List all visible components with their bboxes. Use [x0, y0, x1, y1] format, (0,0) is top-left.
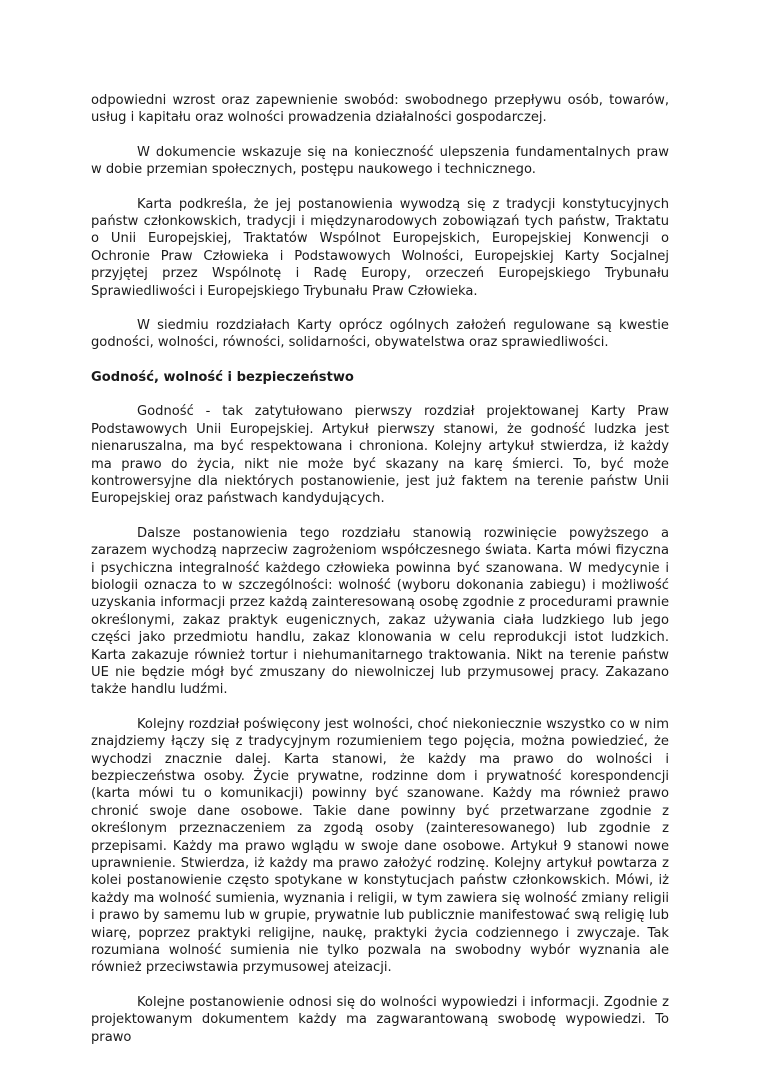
section-heading: Godność, wolność i bezpieczeństwo	[91, 369, 354, 385]
paragraph-expression: Kolejne postanowienie odnosi się do wolności wypowiedzi i informacji. Zgodnie z projektowanym dokumentem każdy ma zagwarantowaną swobodę wypowiedzi. To prawo	[91, 994, 669, 1045]
paragraph-dignity: Godność - tak zatytułowano pierwszy rozdział projektowanej Karty Praw Podstawowych Unii Europejskiej. Artykuł pierwszy stanowi, że godność ludzka jest nienaruszalna, ma być respektowana i chroniona. Kolejny artykuł stwierdza, iż każdy ma prawo do życia, nikt nie może być skazany na karę śmierci. To, być może kontrowersyjne dla niektórych postanowienie, jest już faktem na terenie państw Unii Europejskiej oraz państwach kandydujących.	[91, 404, 669, 507]
paragraph-freedom: Kolejny rozdział poświęcony jest wolności, choć niekoniecznie wszystko co w nim znajdziemy łączy się z tradycyjnym rozumieniem tego pojęcia, można powiedzieć, że wychodzi znacznie dalej. Karta stanowi, że każdy ma prawo do wolności i bezpieczeństwa osoby. Życie prywatne, rodzinne dom i prywatność korespondencji (karta mówi tu o komunikacji) powinny być szanowane. Każdy ma również prawo chronić swoje dane osobowe. Takie dane powinny być przetwarzane zgodnie z określonym przeznaczeniem za zgodą osoby (zainteresowanego) lub zgodnie z przepisami. Każdy ma prawo wglądu w swoje dane osobowe. Artykuł 9 stanowi nowe uprawnienie. Stwierdza, iż każdy ma prawo założyć rodzinę. Kolejny artykuł powtarza z kolei postanowienie często spotykane w konstytucjach państw członkowskich. Mówi, iż każdy ma wolność sumienia, wyznania i religii, w tym zawiera się wolność zmiany religii i prawo by samemu lub w grupie, prywatnie lub publicznie manifestować swą religię lub wiarę, poprzez praktyki religijne, naukę, praktyki życia codziennego i zwyczaje. Tak rozumiana wolność sumienia nie tylko pozwala na swobodny wybór wyznania ale również przeciwstawia przymusowej ateizacji.	[91, 716, 669, 976]
paragraph-charter-sources: Karta podkreśla, że jej postanowienia wywodzą się z tradycji konstytucyjnych państw członkowskich, tradycji i międzynarodowych zobowiązań tych państw, Traktatu o Unii Europejskiej, Traktatów Wspólnot Europejskich, Europejskiej Konwencji o Ochronie Praw Człowieka i Podstawowych Wolności, Europejskiej Karty Socjalnej przyjętej przez Wspólnotę i Radę Europy, orzeczeń Europejskiego Trybunału Sprawiedliwości i Europejskiego Trybunału Praw Człowieka.	[91, 196, 669, 299]
paragraph-seven-chapters: W siedmiu rozdziałach Karty oprócz ogólnych założeń regulowane są kwestie godności, wolności, równości, solidarności, obywatelstwa oraz sprawiedliwości.	[91, 318, 669, 351]
paragraph-fundamental-rights: W dokumencie wskazuje się na konieczność ulepszenia fundamentalnych praw w dobie przemian społecznych, postępu naukowego i technicznego.	[91, 144, 669, 178]
paragraph-integrity: Dalsze postanowienia tego rozdziału stanowią rozwinięcie powyższego a zarazem wychodzą naprzeciw zagrożeniom współczesnego świata. Karta mówi fizyczna i psychiczna integralność każdego człowieka powinna być szanowana. W medycynie i biologii oznacza to w szczególności: wolność (wyboru dokonania zabiegu) i możliwość uzyskania informacji przez każdą zainteresowaną osobę zgodnie z procedurami prawnie określonymi, zakaz praktyk eugenicznych, zakaz używania ciała ludzkiego lub jego części jako przedmiotu handlu, zakaz klonowania w celu reprodukcji istot ludzkich. Karta zakazuje również tortur i niehumanitarnego traktowania. Nikt na terenie państw UE nie będzie mógł być zmuszany do niewolniczej lub przymusowej pracy. Zakazano także handlu ludźmi.	[91, 525, 669, 698]
paragraph-continuation: odpowiedni wzrost oraz zapewnienie swobód: swobodnego przepływu osób, towarów, usług i kapitału oraz wolności prowadzenia działalności gospodarczej.	[91, 93, 669, 126]
